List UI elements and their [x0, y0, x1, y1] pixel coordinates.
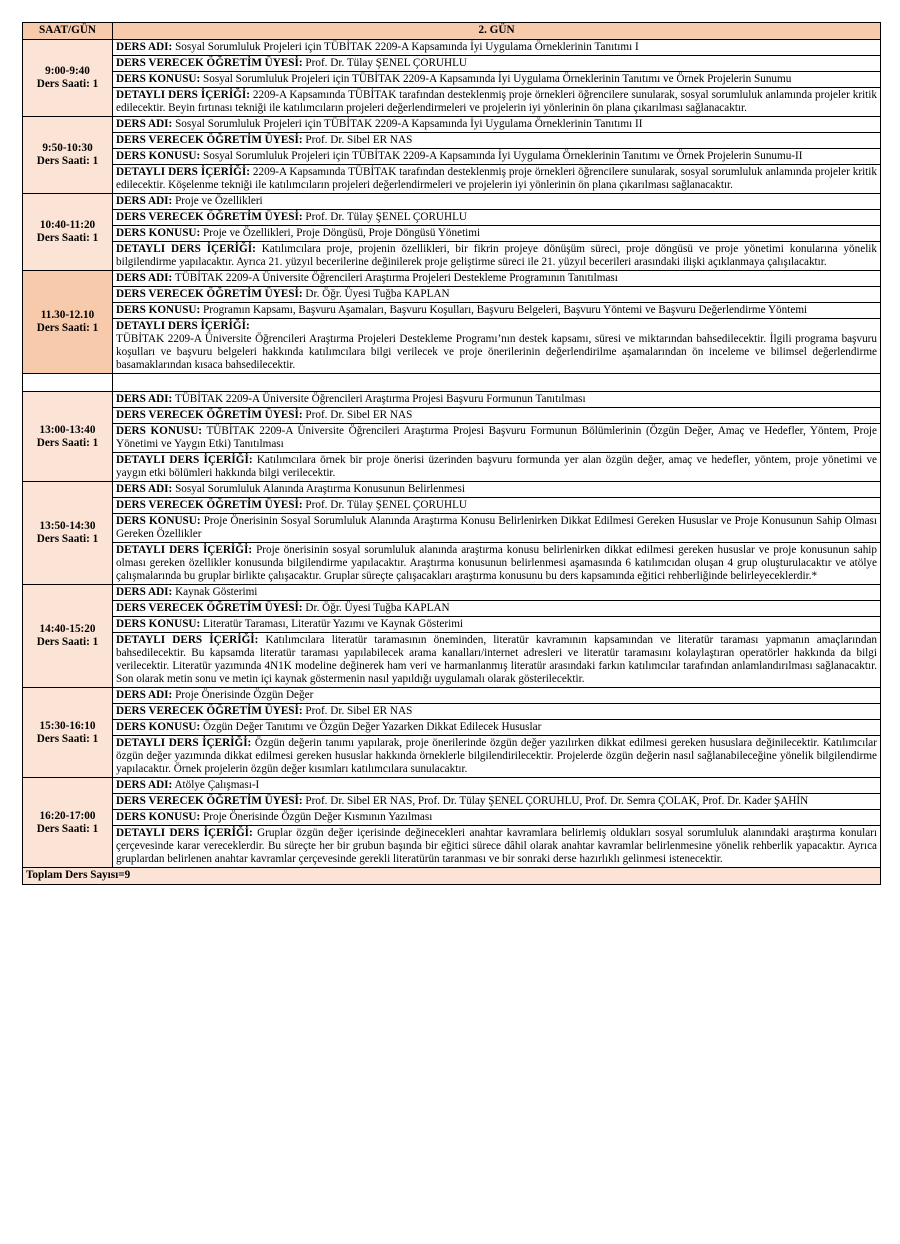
session-row [23, 72, 881, 88]
session-row [23, 40, 881, 56]
blank-cell [113, 374, 881, 392]
course-ad-cell [113, 40, 881, 56]
field-value: Prof. Dr. Tülay ŞENEL ÇORUHLU [305, 57, 467, 69]
session-row [23, 688, 881, 704]
time-range: 9:50-10:30 [42, 142, 93, 154]
time-slot [23, 194, 113, 271]
course-konu-cell [113, 514, 881, 543]
time-range: 10:40-11:20 [39, 219, 96, 231]
blank-cell [23, 374, 113, 392]
field-label: DERS VERECEK ÖĞRETİM ÜYESİ: [116, 602, 303, 614]
field-value: Proje Önerisinde Özgün Değer Kısmının Yazılması [203, 811, 433, 823]
field-value: Gruplar özgün değer içerisinde değinecekleri anahtar kavramlara belirlemiş oldukları sosyal sorumluluk alanındaki araştırma konuları çerçevesinde karar vereceklerdir. Bu süreçte her bir grubun başında bir eğitici sürece dâhil olarak anahtar kavramlar belirlenmesine yönelik rehberlik yapacaktır. Ayrıca gruplardan belirlenen anahtar kavramlar çerçevesinde gerekli literatürün taranması ve bir sonraki derse hazırlıklı gelinmesi istenecektir. [116, 827, 877, 865]
session-row [23, 287, 881, 303]
field-label: DERS KONUSU: [116, 721, 201, 733]
field-label: DERS ADI: [116, 483, 173, 495]
lesson-hours: Ders Saati: 1 [36, 533, 99, 545]
time-range: 14:40-15:20 [39, 623, 96, 635]
field-label: DERS VERECEK ÖĞRETİM ÜYESİ: [116, 134, 303, 146]
field-label: DERS ADI: [116, 195, 173, 207]
session-row [23, 319, 881, 374]
field-label: DETAYLI DERS İÇERİĞİ: [116, 454, 253, 466]
lesson-hours: Ders Saati: 1 [36, 822, 99, 835]
session-row [23, 165, 881, 194]
field-value: Özgün değerin tanımı yapılarak, proje önerilerinde özgün değer yazılırken dikkat edilmesi gereken hususlara değinilecektir. Katılımcılar özgün değer yazımında dikkat edilmesi gereken hususlar hakkında örneklerle bilgilendirilecektir. Projelerde özgün değerin nasıl sağlanabileceğine yönelik bilgilendirme yapılacaktır. Örnek projelerin özgün değer kısımları katılımcılara sunulacaktır. [116, 737, 877, 775]
session-row [23, 514, 881, 543]
field-value: Prof. Dr. Sibel ER NAS [305, 134, 413, 146]
course-ogretim-cell [113, 601, 881, 617]
session-row [23, 498, 881, 514]
field-value: Dr. Öğr. Üyesi Tuğba KAPLAN [305, 602, 450, 614]
field-value: Özgün Değer Tanıtımı ve Özgün Değer Yazarken Dikkat Edilecek Hususlar [203, 721, 542, 733]
session-row [23, 408, 881, 424]
course-ad-cell [113, 585, 881, 601]
field-value: Katılımcılara örnek bir proje önerisi üzerinden başvuru formunda yer alan özgün değer, amaç ve hedefler, yöntem, proje yönetimi ve yaygın etki bölümleri hakkında bilgi verilecektir. [116, 454, 878, 479]
session-row [23, 117, 881, 133]
lesson-hours: Ders Saati: 1 [36, 636, 99, 648]
field-label: DERS ADI: [116, 272, 173, 284]
header-day-2: 2. GÜN [113, 23, 881, 40]
course-ogretim-cell [113, 408, 881, 424]
field-value: Proje ve Özellikleri, Proje Döngüsü, Proje Döngüsü Yönetimi [203, 227, 481, 239]
field-value: Katılımcılara literatür taramasının öneminden, literatür kavramının kapsamından ve literatür taraması yapmanın amaçlarından bahsedilecektir. Bu kapsamda literatür taraması yapılabilecek arama kanalları/internet adresleri ve literatür taramasını kolaylaştıran operatörler hakkında da bilgi verilecektir. Literatür yazımında 4N1K modeline değinerek ham veri ve harmanlanmış literatür arasındaki farkın katılımcılar tarafından anlamlandırılması sağlanacaktır. Son olarak metin sonu ve metin içi kaynak göstermenin nasıl yapıldığı uygulamalı olarak gösterilecektir. [116, 634, 877, 685]
field-label: DETAYLI DERS İÇERİĞİ: [116, 634, 259, 646]
course-konu-cell [113, 72, 881, 88]
course-ad-cell [113, 688, 881, 704]
session-row [23, 601, 881, 617]
course-konu-cell [113, 303, 881, 319]
course-ogretim-cell [113, 56, 881, 72]
course-ad-cell [113, 117, 881, 133]
header-row [23, 23, 881, 40]
field-label: DERS ADI: [116, 689, 173, 701]
lesson-hours: Ders Saati: 1 [36, 436, 99, 449]
course-ogretim-cell [113, 794, 881, 810]
course-ad-cell [113, 482, 881, 498]
course-konu-cell [113, 810, 881, 826]
field-value: Proje ve Özellikleri [175, 195, 263, 207]
field-label: DERS ADI: [116, 118, 173, 130]
field-value: Atölye Çalışması-I [174, 779, 260, 791]
time-range: 16:20-17:00 [39, 809, 96, 822]
session-row [23, 778, 881, 794]
course-ogretim-cell [113, 287, 881, 303]
session-row [23, 88, 881, 117]
session-row [23, 720, 881, 736]
session-row [23, 704, 881, 720]
field-value: Sosyal Sorumluluk Projeleri için TÜBİTAK 2209-A Kapsamında İyi Uygulama Örneklerinin Tanıtımı ve Örnek Projelerin Sunumu [203, 73, 792, 85]
session-row [23, 149, 881, 165]
field-value: TÜBİTAK 2209-A Üniversite Öğrencileri Araştırma Projesi Başvuru Formunun Bölümlerinin (Özgün Değer, Amaç ve Hedefler, Yöntem, Proje Yönetimi ve Yaygın Etki) Tanıtılması [116, 425, 877, 450]
field-label: DERS KONUSU: [116, 515, 201, 527]
course-detay-cell [113, 453, 881, 482]
schedule-table [22, 22, 881, 885]
field-value: Programın Kapsamı, Başvuru Aşamaları, Başvuru Koşulları, Başvuru Belgeleri, Başvuru Yöntemi ve Başvuru Değerlendirme Yöntemi [203, 304, 808, 316]
session-row [23, 424, 881, 453]
course-ogretim-cell [113, 133, 881, 149]
course-ad-cell [113, 194, 881, 210]
field-label: DERS VERECEK ÖĞRETİM ÜYESİ: [116, 795, 303, 807]
course-konu-cell [113, 149, 881, 165]
field-label: DERS ADI: [116, 779, 173, 791]
time-slot [23, 271, 113, 374]
field-label: DERS ADI: [116, 586, 173, 598]
total-lessons: Toplam Ders Sayısı=9 [23, 868, 881, 885]
session-row [23, 736, 881, 778]
field-label: DETAYLI DERS İÇERİĞİ: [116, 166, 250, 178]
course-detay-cell [113, 88, 881, 117]
field-value: Sosyal Sorumluluk Projeleri için TÜBİTAK 2209-A Kapsamında İyi Uygulama Örneklerinin Tanıtımı I [175, 41, 639, 53]
session-row [23, 194, 881, 210]
field-label: DETAYLI DERS İÇERİĞİ: [116, 737, 252, 749]
time-slot [23, 40, 113, 117]
field-value: Proje önerisinin sosyal sorumluluk alanında araştırma konusu belirlenirken dikkat edilmesi gereken hususlar ve proje konusunun sahip olması gereken özellikler konusunda bilgilendirme yapılacaktır. Araştırma konusunun belirlenmesi aşamasında 6 katılımcıdan oluşan 4 grup oluşturulacaktır ve atölye çalışmalarında bu gruplar birlikte çalışacaktır. Gruplar süreçte çalışacakları araştırma konusunu bu ders kapsamında eğitici rehberliğinde belirleyeceklerdir.* [116, 544, 878, 582]
session-row [23, 585, 881, 601]
session-row [23, 794, 881, 810]
course-detay-cell [113, 319, 881, 374]
session-row [23, 133, 881, 149]
lesson-hours: Ders Saati: 1 [36, 322, 99, 334]
field-value: TÜBİTAK 2209-A Üniversite Öğrencileri Araştırma Projeleri Destekleme Programı’nın destek kapsamı, süresi ve miktarından bahsedilecektir. İlgili programa başvuru koşulları ve başvuru belgeleri hakkında katılımcılara bilgi verilecek ve proje önerilerinin değerlendirilme aşamalarından ön inceleme ve bilimsel değerlendirme basamaklarından kısaca bahsedilecektir. [116, 333, 877, 371]
field-label: DERS VERECEK ÖĞRETİM ÜYESİ: [116, 57, 303, 69]
lesson-hours: Ders Saati: 1 [36, 732, 99, 745]
field-label: DERS VERECEK ÖĞRETİM ÜYESİ: [116, 211, 303, 223]
course-detay-cell [113, 826, 881, 868]
field-label: DERS KONUSU: [116, 618, 201, 630]
lesson-hours: Ders Saati: 1 [36, 155, 99, 167]
field-value: Proje Önerisinde Özgün Değer [175, 689, 314, 701]
course-konu-cell [113, 424, 881, 453]
field-value: Katılımcılara proje, projenin özellikleri, bir fikrin projeye dönüşüm süreci, proje döngüsü ve proje yönetimi konularına yönelik bilgilendirme yapılacaktır. Ayrıca 21. yüzyıl becerilerine değinilerek proje geliştirme süreci ile 21. yüzyıl becerileri arasındaki ilişki açıklanmaya çalışılacaktır. [116, 243, 878, 268]
field-value: Proje Önerisinin Sosyal Sorumluluk Alanında Araştırma Konusu Belirlenirken Dikkat Edilmesi Gereken Hususlar ve Proje Konusunun Sahip Olması Gereken Özellikler [116, 515, 877, 540]
lunch-break-row [23, 374, 881, 392]
time-slot [23, 585, 113, 688]
field-label: DETAYLI DERS İÇERİĞİ: [116, 89, 250, 101]
field-label: DERS VERECEK ÖĞRETİM ÜYESİ: [116, 705, 303, 717]
field-label: DETAYLI DERS İÇERİĞİ: [116, 827, 253, 839]
time-slot [23, 688, 113, 778]
session-row [23, 210, 881, 226]
field-value: Prof. Dr. Tülay ŞENEL ÇORUHLU [305, 211, 467, 223]
time-slot [23, 482, 113, 585]
session-row [23, 226, 881, 242]
course-detay-cell [113, 736, 881, 778]
field-label: DETAYLI DERS İÇERİĞİ: [116, 544, 253, 556]
field-value: Literatür Taraması, Literatür Yazımı ve Kaynak Gösterimi [203, 618, 464, 630]
session-row [23, 633, 881, 688]
field-value: Kaynak Gösterimi [175, 586, 258, 598]
field-value: Sosyal Sorumluluk Alanında Araştırma Konusunun Belirlenmesi [175, 483, 465, 495]
field-value: TÜBİTAK 2209-A Üniversite Öğrencileri Araştırma Projesi Başvuru Formunun Tanıtılması [174, 393, 586, 405]
field-value: Prof. Dr. Sibel ER NAS, Prof. Dr. Tülay ŞENEL ÇORUHLU, Prof. Dr. Semra ÇOLAK, Prof. Dr. Kader ŞAHİN [305, 795, 809, 807]
course-ad-cell [113, 392, 881, 408]
session-row [23, 453, 881, 482]
session-row [23, 810, 881, 826]
session-row [23, 482, 881, 498]
field-value: 2209-A Kapsamında TÜBİTAK tarafından desteklenmiş proje örnekleri öğrencilere sunularak, sosyal sorumluluk anlamında projeler kritik edilecektir. Beyin fırtınası tekniği ile katılımcıların projeleri değerlendirmeleri ve projelerin iyi yönlerinin ön plana çıkarılması sağlanacaktır. [116, 89, 877, 114]
course-ad-cell [113, 778, 881, 794]
footer-row [23, 868, 881, 885]
field-label: DERS ADI: [116, 393, 173, 405]
field-label: DETAYLI DERS İÇERİĞİ: [116, 320, 250, 332]
field-label: DERS VERECEK ÖĞRETİM ÜYESİ: [116, 288, 303, 300]
field-value: Prof. Dr. Tülay ŞENEL ÇORUHLU [305, 499, 467, 511]
field-value: Sosyal Sorumluluk Projeleri için TÜBİTAK 2209-A Kapsamında İyi Uygulama Örneklerinin Tanıtımı II [175, 118, 643, 130]
session-row [23, 303, 881, 319]
session-row [23, 617, 881, 633]
session-row [23, 242, 881, 271]
field-value: TÜBİTAK 2209-A Üniversite Öğrencileri Araştırma Projeleri Destekleme Programının Tanıtılması [174, 272, 618, 284]
lesson-hours: Ders Saati: 1 [36, 232, 99, 244]
course-ogretim-cell [113, 498, 881, 514]
time-range: 11.30-12.10 [40, 309, 95, 321]
field-value: Prof. Dr. Sibel ER NAS [305, 409, 413, 421]
field-value: 2209-A Kapsamında TÜBİTAK tarafından desteklenmiş proje örnekleri öğrencilere sunularak, sosyal sorumluluk anlamında projeler kritik edilecektir. Köşelenme tekniği ile katılımcıların projeleri değerlendirmeleri ve projelerin iyi yönlerinin ön plana çıkarılması sağlanacaktır. [116, 166, 877, 191]
time-slot [23, 778, 113, 868]
field-label: DETAYLI DERS İÇERİĞİ: [116, 243, 256, 255]
course-konu-cell [113, 617, 881, 633]
lesson-hours: Ders Saati: 1 [36, 78, 99, 90]
field-label: DERS KONUSU: [116, 811, 201, 823]
header-time-day: SAAT/GÜN [23, 23, 113, 40]
field-label: DERS KONUSU: [116, 304, 201, 316]
field-label: DERS KONUSU: [116, 227, 201, 239]
field-value: Prof. Dr. Sibel ER NAS [305, 705, 413, 717]
field-value: Sosyal Sorumluluk Projeleri için TÜBİTAK 2209-A Kapsamında İyi Uygulama Örneklerinin Tanıtımı ve Örnek Projelerin Sunumu-II [203, 150, 803, 162]
session-row [23, 826, 881, 868]
field-label: DERS VERECEK ÖĞRETİM ÜYESİ: [116, 499, 303, 511]
field-label: DERS ADI: [116, 41, 173, 53]
session-row [23, 392, 881, 408]
field-label: DERS KONUSU: [116, 425, 203, 437]
time-slot [23, 392, 113, 482]
course-detay-cell [113, 242, 881, 271]
session-row [23, 56, 881, 72]
course-konu-cell [113, 720, 881, 736]
field-value: Dr. Öğr. Üyesi Tuğba KAPLAN [305, 288, 450, 300]
field-label: DERS KONUSU: [116, 73, 201, 85]
session-row [23, 543, 881, 585]
time-range: 13:00-13:40 [39, 423, 96, 436]
course-detay-cell [113, 543, 881, 585]
course-ad-cell [113, 271, 881, 287]
session-row [23, 271, 881, 287]
course-ogretim-cell [113, 704, 881, 720]
course-detay-cell [113, 165, 881, 194]
time-range: 9:00-9:40 [45, 65, 90, 77]
course-konu-cell [113, 226, 881, 242]
course-detay-cell [113, 633, 881, 688]
field-label: DERS VERECEK ÖĞRETİM ÜYESİ: [116, 409, 303, 421]
time-slot [23, 117, 113, 194]
time-range: 13:50-14:30 [39, 520, 96, 532]
course-ogretim-cell [113, 210, 881, 226]
time-range: 15:30-16:10 [39, 719, 96, 732]
field-label: DERS KONUSU: [116, 150, 201, 162]
